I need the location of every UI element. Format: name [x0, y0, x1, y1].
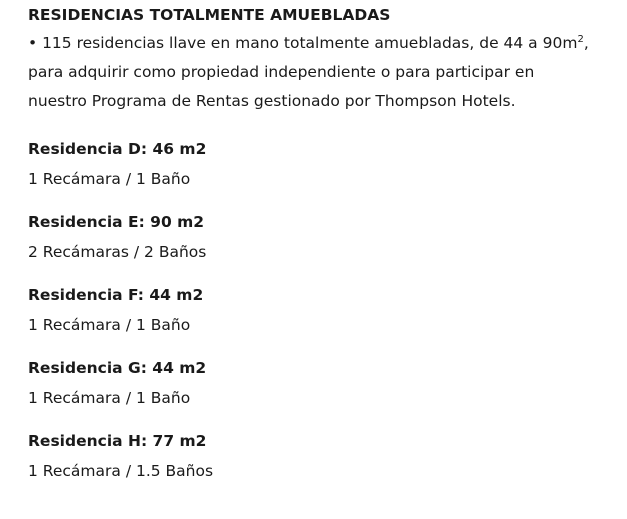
- residence-name: Residencia G: 44 m2: [28, 359, 207, 377]
- residence-name: Residencia H: 77 m2: [28, 432, 207, 450]
- intro-line-1: [28, 29, 618, 58]
- residence-name: Residencia D: 46 m2: [28, 140, 207, 158]
- residence-detail: 1 Recámara / 1 Baño: [28, 389, 191, 407]
- residence-detail: 1 Recámara / 1 Baño: [28, 316, 191, 334]
- residence-detail: 1 Recámara / 1 Baño: [28, 170, 191, 188]
- residence-f: [28, 284, 627, 336]
- residence-detail: 2 Recámaras / 2 Baños: [28, 243, 207, 261]
- residence-name: Residencia F: 44 m2: [28, 286, 204, 304]
- intro-line-2: para adquirir como propiedad independiente o para participar en: [28, 63, 535, 81]
- residence-d: [28, 138, 627, 190]
- section-title: RESIDENCIAS TOTALMENTE AMUEBLADAS: [28, 6, 391, 24]
- residence-g: [28, 357, 627, 409]
- intro-line-3: nuestro Programa de Rentas gestionado por Thompson Hotels.: [28, 92, 516, 110]
- intro-line-1-text: • 115 residencias llave en mano totalmente amuebladas, de 44 a 90m: [28, 34, 578, 52]
- intro-line-1-end: ,: [583, 34, 589, 52]
- residence-detail: 1 Recámara / 1.5 Baños: [28, 462, 214, 480]
- residence-name: Residencia E: 90 m2: [28, 213, 205, 231]
- intro-superscript: 2: [577, 33, 584, 45]
- residence-e: [28, 211, 627, 263]
- intro-paragraph: [28, 29, 618, 116]
- residence-h: [28, 430, 627, 482]
